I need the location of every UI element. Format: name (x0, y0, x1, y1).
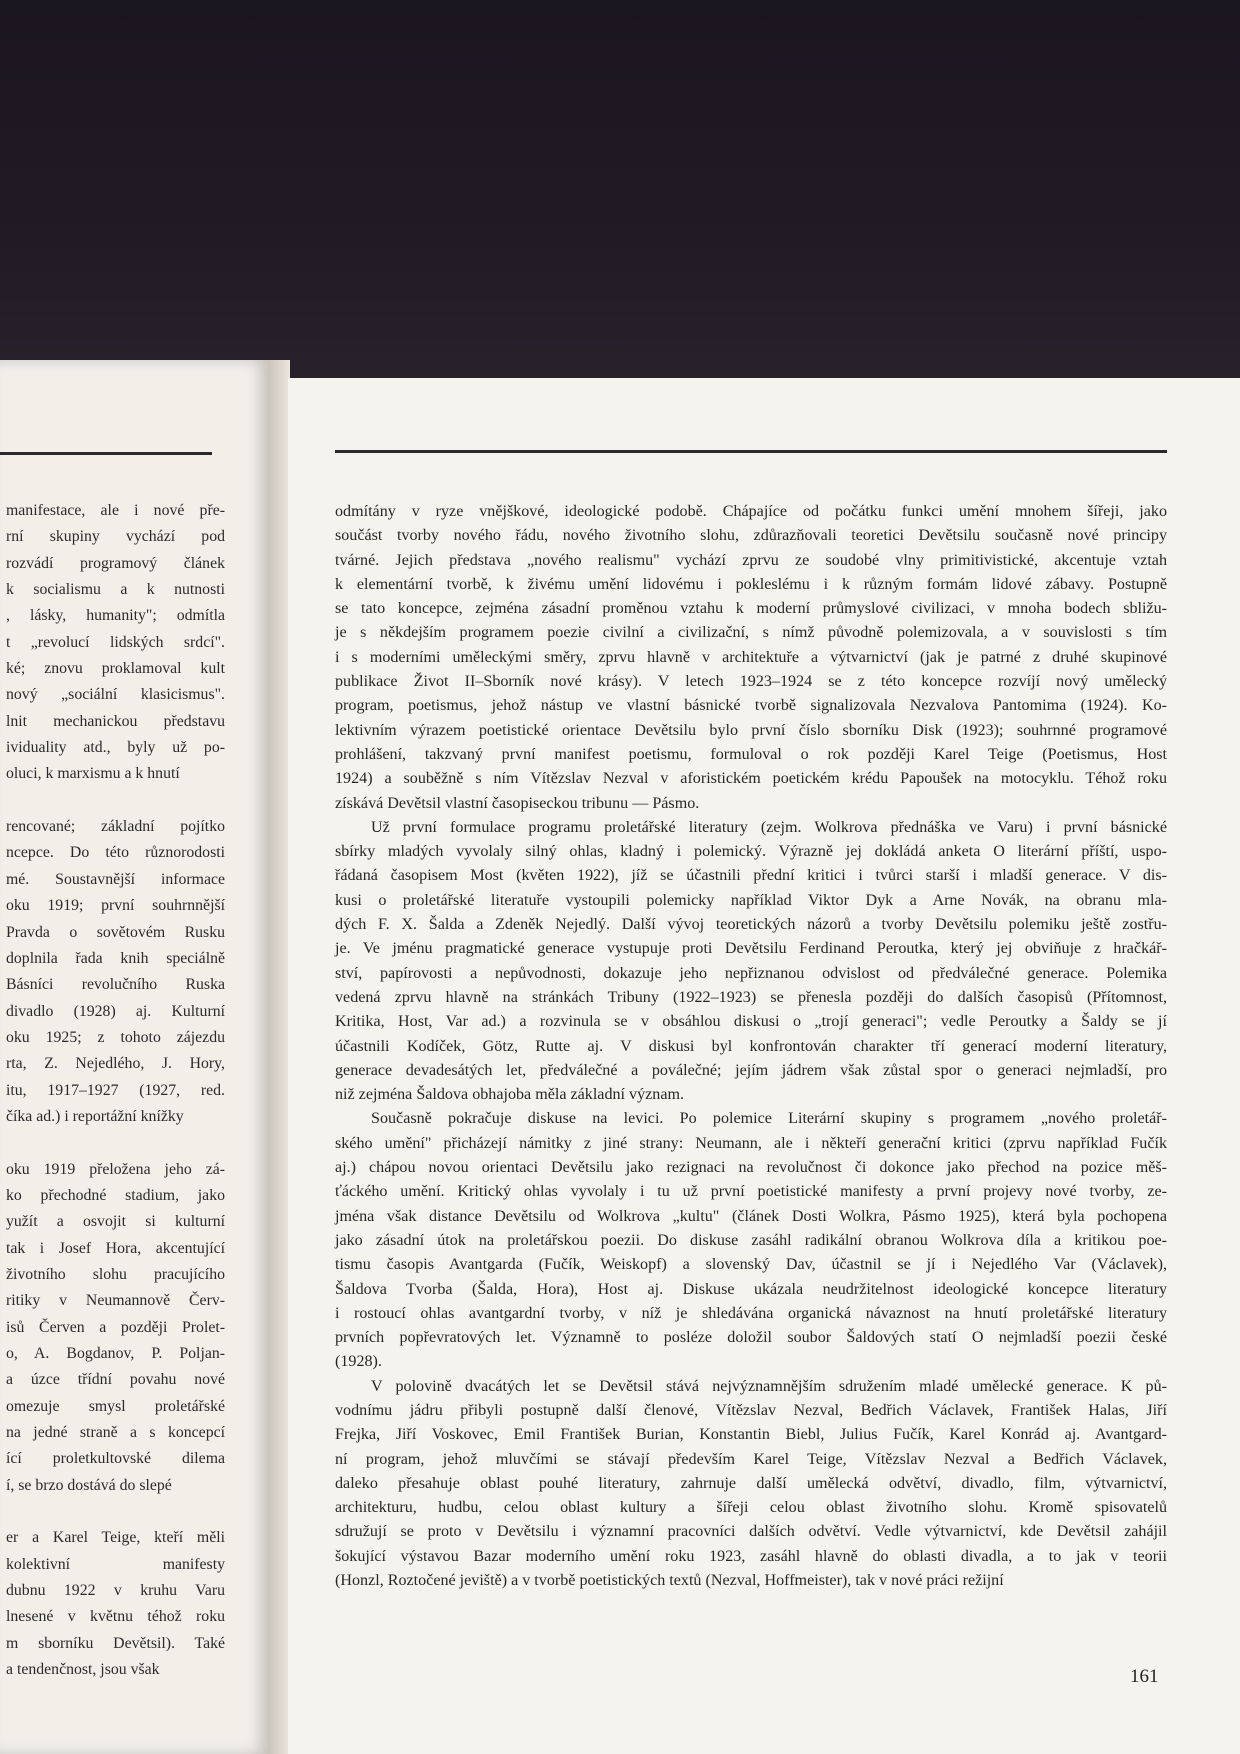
left-page-line: životního slohu pracujícího (6, 1265, 225, 1283)
text-line: sdružují se proto v Devětsilu i významní pracovníci dalších odvětví. Vedle výtvarnictví, kde Devětsil zahájil (335, 1523, 1167, 1541)
text-line: program, poetismus, jehož nástup ve vlastní básnické tvorbě signalizovala Nezvalova Pantomima (1924). Ko- (335, 697, 1167, 715)
text-line: získává Devětsil vlastní časopiseckou tribunu — Pásmo. (335, 794, 700, 812)
left-page-line: číka ad.) i reportážní knížky (6, 1107, 184, 1125)
left-page-line: rencované; základní pojítko (6, 818, 225, 836)
text-line: tismu časopis Avantgarda (Fučík, Weiskopf) a slovenský Dav, účastnil se jí i Nejedlého Var (Václavek), (335, 1256, 1167, 1274)
text-line: tvárné. Jejich představa „nového realismu" vychází zprvu ze soudobé vlny primitivistické, akcentuje vztah (335, 551, 1167, 569)
text-line: V polovině dvacátých let se Devětsil stává nejvýznamnějším sdružením mladé umělecké generace. K pů- (371, 1377, 1167, 1395)
text-line: vodnímu jádru přibyli postupně další členové, Vítězslav Nezval, Bedřich Václavek, František Halas, Jiří (335, 1401, 1167, 1419)
left-page-line: ké; znovu proklamoval kult (6, 660, 225, 678)
left-page-line: oluci, k marxismu a k hnutí (6, 765, 180, 783)
text-line: kusi o proletářské literatuře vystoupili polemicky například Viktor Dyk a Arne Novák, na obranu mla- (335, 891, 1167, 909)
left-page-line: tak i Josef Hora, akcentující (6, 1239, 225, 1257)
left-page-line: rozvádí programový článek (6, 554, 225, 572)
dark-background (0, 0, 1240, 410)
left-page-line: o, A. Bogdanov, P. Poljan- (6, 1345, 225, 1362)
text-line: k elementární tvorbě, k živému umění lidovému i pokleslému i k různým formám lidové zábavy. Postupně (335, 575, 1167, 593)
left-page-line (0, 1499, 225, 1525)
text-line: vedená zprvu hlavně na stránkách Tribuny (1922–1923) se přenesla později do dalších časopisů (Přítomnost, (335, 988, 1167, 1006)
text-line: šokující výstavou Bazar moderního umění roku 1923, zasáhl hlavně do oblasti divadla, a to jak v teorii (335, 1547, 1167, 1565)
text-line: ní program, jehož mluvčími se stávají především Karel Teige, Vítězslav Nezval a Bedřich Václavek, (335, 1450, 1167, 1468)
text-line: je. Ve jménu pragmatické generace vystupuje proti Devětsilu Ferdinand Peroutka, který jej obviňuje z hračkář- (335, 940, 1167, 958)
page-number: 161 (1130, 1666, 1159, 1687)
text-line: generace devadesátých let, předválečné a poválečné; jejím jádrem však zůstal spor o generaci nejmladší, pro (335, 1061, 1167, 1079)
text-line: niž zejména Šaldova obhajoba měla základní význam. (335, 1086, 685, 1104)
text-line: dých F. X. Šalda a Zdeněk Nejedlý. Další vývoj teoretických názorů a tvorby Devětsilu polemiku ještě zostřu- (335, 916, 1167, 934)
left-page-line: rní skupiny vychází pod (6, 528, 225, 546)
left-page-line: a úzce třídní povahu nové (6, 1371, 225, 1389)
text-line: lektivním výrazem poetistické orientace Devětsilu bylo první číslo sborníku Disk (1923); souhrnné programové (335, 721, 1167, 739)
text-line: Kritika, Host, Var ad.) a rozvinula se v obsáhlou diskusi o „trojí generaci"; vedle Peroutky a Šaldy se jí (335, 1013, 1167, 1031)
text-line: 1924) a souběžně s ním Vítězslav Nezval v aforistickém poetickém krédu Papoušek na motocyklu. Téhož roku (335, 770, 1167, 788)
text-line: ťáckého umění. Kritický ohlas vyvolaly i tu už první poetistické manifesty a první projevy nové tvorby, ze- (335, 1183, 1167, 1201)
left-page-line: doplnila řada knih speciálně (6, 949, 225, 967)
left-page-line: omezuje smysl proletářské (6, 1397, 225, 1415)
text-line: Frejka, Jiří Voskovec, Emil František Burian, Konstantin Biebl, Julius Fučík, Karel Konrád aj. Avantgard- (335, 1426, 1167, 1444)
left-page-line: rta, Z. Nejedlého, J. Hory, (6, 1055, 225, 1073)
left-page-line: nový „sociální klasicismus". (6, 686, 225, 704)
left-page-line: itu, 1917–1927 (1927, red. (6, 1081, 225, 1099)
left-page-line: kolektivní manifesty (6, 1555, 225, 1573)
text-line: se tato koncepce, zejména zásadní proměnou vztahu k moderní průmyslové civilizaci, v mnoha bodech sbližu- (335, 600, 1167, 618)
paragraph (335, 1107, 1167, 1374)
right-page-text-column (335, 500, 1167, 1593)
book-gutter (268, 360, 290, 1754)
text-line: aj.) chápou novou orientaci Devětsilu jako rezignaci na revolučnost či dokonce jako přechod na pozice měš- (335, 1159, 1167, 1177)
left-page-line: na jedné straně a s koncepcí (6, 1424, 225, 1442)
text-line: odmítány v ryze vnějškové, ideologické podobě. Chápajíce od počátku funkci umění mnohem šířeji, jako (335, 503, 1167, 520)
left-page-line: Pravda o sovětovém Rusku (6, 923, 225, 941)
text-line: Už první formulace programu proletářské literatury (zejm. Wolkrova přednáška ve Varu) i první básnické (371, 818, 1167, 836)
text-line: ského umění" přicházejí námitky z jiné strany: Neumann, ale i někteří generační kritici (zprvu například Fučík (335, 1134, 1167, 1152)
paragraph (335, 1375, 1167, 1594)
left-page-line: t „revolucí lidských srdcí". (6, 633, 225, 651)
left-page-line: ividuality atd., byly už po- (6, 739, 225, 757)
left-header-rule (0, 452, 212, 455)
left-page-line: Básníci revolučního Ruska (6, 976, 225, 994)
text-line: ství, papírovosti a nepůvodnosti, dokazuje jeho nepřiznanou odvislost od předválečné generace. Polemika (335, 964, 1167, 982)
left-page-line: ko přechodné stadium, jako (6, 1186, 225, 1204)
text-line: (1928). (335, 1353, 382, 1371)
text-line: řádaná časopisem Most (květen 1922), jíž se účastnili přední kritici i tvůrci starší i mladší generace. V dis- (335, 867, 1167, 885)
left-page-line: , lásky, humanity"; odmítla (6, 607, 225, 625)
left-page-line: divadlo (1928) aj. Kulturní (6, 1002, 225, 1020)
left-page-line: er a Karel Teige, kteří měli (6, 1529, 225, 1547)
right-header-rule (335, 450, 1167, 453)
text-line: i rostoucí ohlas avantgardní tvorby, v níž je shledávána organická návaznost na hnutí proletářské literatury (335, 1304, 1167, 1322)
left-page-line (0, 788, 225, 814)
text-line: architekturu, hudbu, celou oblast kultury a šířeji celou oblast životního slohu. Kromě spisovatelů (335, 1499, 1167, 1517)
left-page-line: oku 1919 přeložena jeho zá- (6, 1160, 225, 1178)
text-line: účastnili Kodíček, Götz, Rutte aj. V diskusi byl konfrontován charakter tří generací moderní literatury, (335, 1037, 1167, 1055)
left-page-line: oku 1919; první souhrnnější (6, 897, 225, 915)
left-page-line (0, 1130, 225, 1156)
left-page-line: lnit mechanickou představu (6, 712, 225, 730)
left-page-line: lnesené v květnu téhož roku (6, 1608, 225, 1626)
text-line: prvních popřevratových let. Významně to posléze doložil soubor Šaldových statí O nejmladší poezii české (335, 1329, 1167, 1347)
text-line: sbírky mladých vyvolaly silný ohlas, kladný i polemický. Výrazně jej dokládá anketa O literární příští, uspo- (335, 843, 1167, 861)
text-line: publikace Život II–Sborník nové krásy). V letech 1923–1924 se z této koncepce rozvíjí nový umělecký (335, 673, 1167, 691)
left-page-line: ící proletkultovské dilema (6, 1450, 225, 1468)
text-line: Současně pokračuje diskuse na levici. Po polemice Literární skupiny s programem „nového proletář- (371, 1110, 1167, 1128)
text-line: jména však distance Devětsilu od Wolkrova „kultu" (článek Dosti Wolkra, Pásmo 1925), která byla pochopena (335, 1207, 1167, 1225)
text-line: prohlášení, takzvaný první manifest poetismu, formuloval o rok později Karel Teige (Poetismus, Host (335, 745, 1167, 763)
left-page-line: yužít a osvojit si kulturní (6, 1213, 225, 1231)
text-line: i s moderními uměleckými směry, zprvu hlavně v architektuře a výtvarnictví (jak je patrné z druhé skupinové (335, 648, 1167, 666)
paragraph (335, 816, 1167, 1108)
left-page-line: k socialismu a k nutnosti (6, 581, 225, 599)
left-page-line: í, se brzo dostává do slepé (6, 1476, 172, 1494)
left-page-line: ritiky v Neumannově Červ- (6, 1292, 225, 1310)
left-page-line: oku 1925; z tohoto zájezdu (6, 1028, 225, 1046)
text-line: jako zásadní útok na proletářskou poezii. Do diskuse zasáhl radikální obranou Wolkrova díla a kritikou poe- (335, 1231, 1167, 1249)
left-page-line: dubnu 1922 v kruhu Varu (6, 1582, 225, 1600)
left-page-text-column (0, 498, 225, 1683)
text-line: součást tvorby nového řádu, nového životního slohu, zdůrazňovali teoretici Devětsilu současně nové principy (335, 527, 1167, 545)
left-page-line: ncepce. Do této různorodosti (6, 844, 225, 862)
text-line: daleko přesahuje oblast pouhé literatury, zahrnuje další umělecká odvětví, divadlo, film, výtvarnictví, (335, 1474, 1167, 1492)
text-line: (Honzl, Roztočené jeviště) a v tvorbě poetistických textů (Nezval, Hoffmeister), tak v nové práci režijní (335, 1572, 1004, 1590)
left-page-line: isů Červen a později Prolet- (6, 1318, 225, 1336)
text-line: je s někdejším programem poezie civilní a civilizační, s nímž původně polemizovala, a v souvislosti s tím (335, 624, 1167, 642)
left-page-line: mé. Soustavnější informace (6, 870, 225, 888)
left-page-line: a tendenčnost, jsou však (6, 1661, 160, 1679)
left-page-line: m sborníku Devětsil). Také (6, 1634, 225, 1652)
left-page-line: manifestace, ale i nové pře- (6, 502, 225, 519)
paragraph (335, 500, 1167, 816)
text-line: Šaldova Tvorba (Šalda, Hora), Host aj. Diskuse ukázala neudržitelnost ideologické koncepce literatury (335, 1280, 1167, 1298)
